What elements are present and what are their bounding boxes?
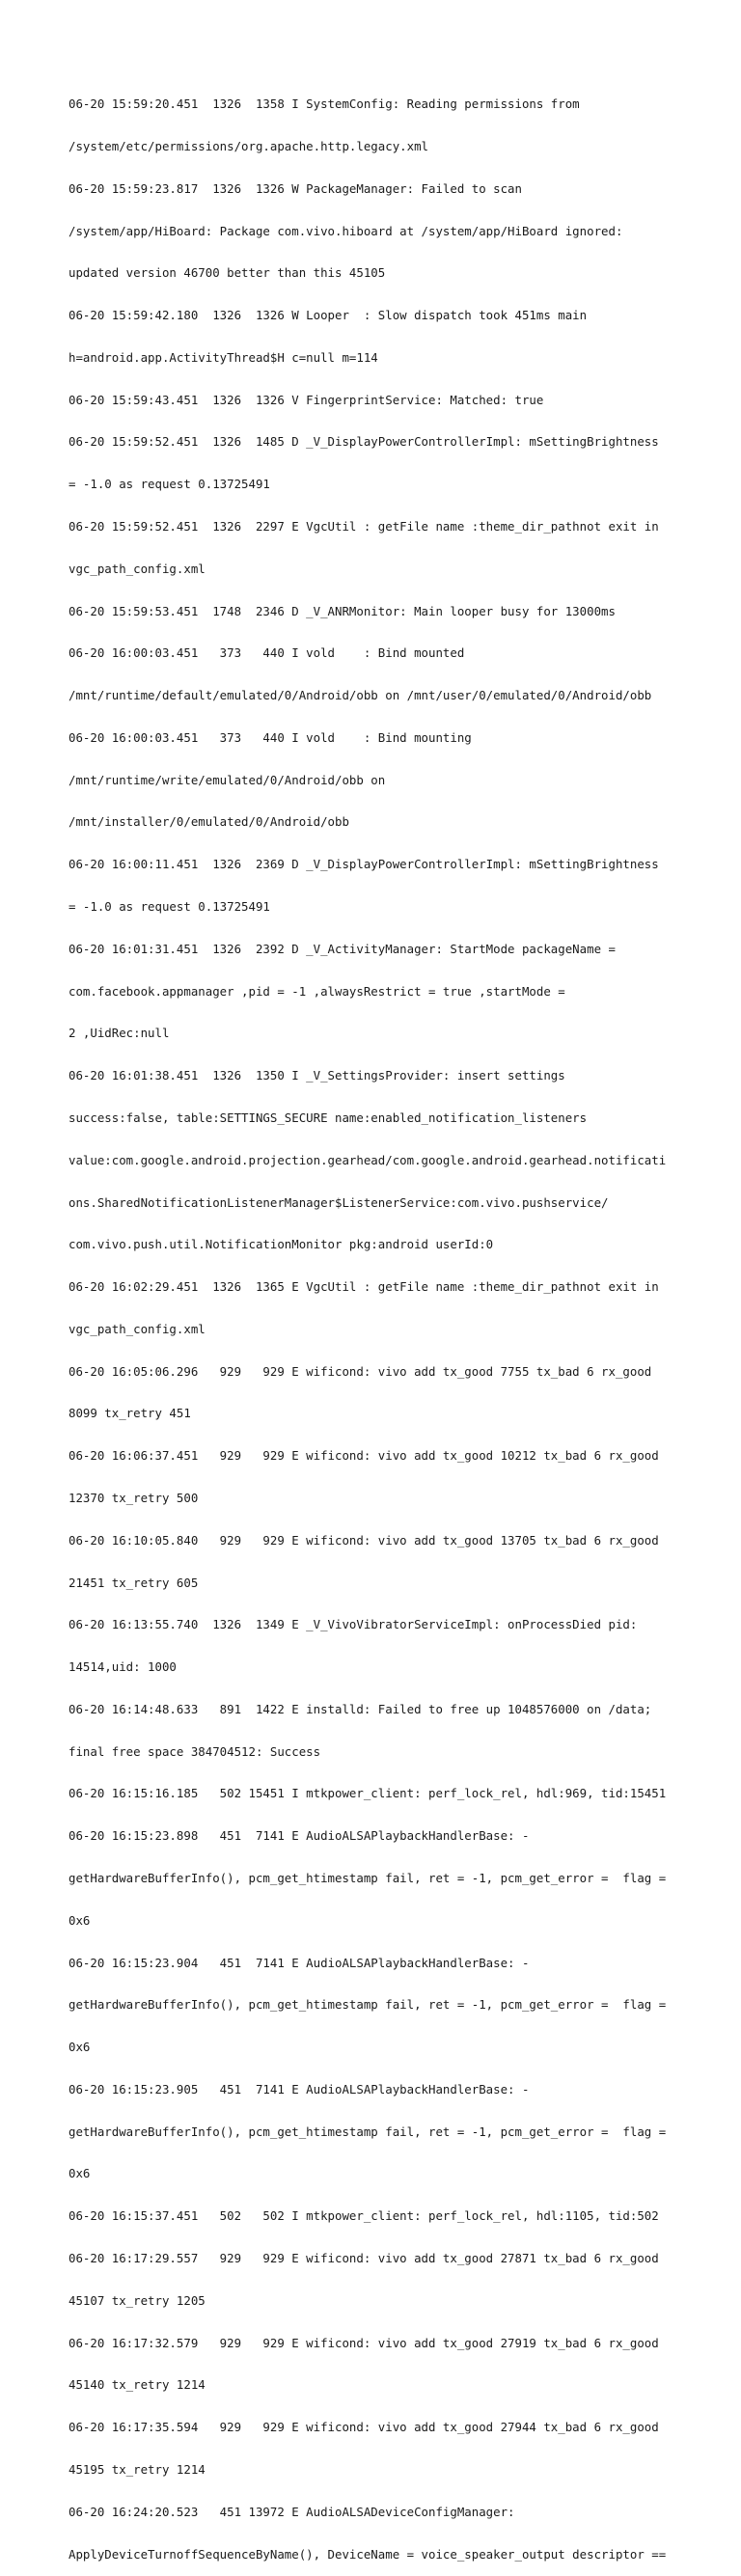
log-line: 06-20 16:13:55.740 1326 1349 E _V_VivoVibratorServiceImpl: onProcessDied pid:	[69, 1617, 638, 1632]
log-line: /mnt/installer/0/emulated/0/Android/obb	[69, 814, 349, 830]
log-line: 06-20 15:59:43.451 1326 1326 V FingerprintService: Matched: true	[69, 392, 544, 407]
log-line: 06-20 16:01:31.451 1326 2392 D _V_ActivityManager: StartMode packageName =	[69, 941, 616, 956]
log-line: 06-20 16:17:29.557 929 929 E wificond: vivo add tx_good 27871 tx_bad 6 rx_good	[69, 2251, 659, 2266]
log-line: 06-20 15:59:23.817 1326 1326 W PackageManager: Failed to scan	[69, 180, 522, 196]
log-line: com.facebook.appmanager ,pid = -1 ,alwaysRestrict = true ,startMode =	[69, 983, 565, 999]
log-line: final free space 384704512: Success	[69, 1743, 321, 1759]
log-line: /mnt/runtime/write/emulated/0/Android/obb on	[69, 772, 386, 787]
log-line: 8099 tx_retry 451	[69, 1406, 191, 1421]
log-line: 06-20 15:59:52.451 1326 1485 D _V_DisplayPowerControllerImpl: mSettingBrightness	[69, 434, 659, 450]
log-line: 06-20 16:02:29.451 1326 1365 E VgcUtil : getFile name :theme_dir_pathnot exit in	[69, 1279, 659, 1295]
log-line: 06-20 15:59:52.451 1326 2297 E VgcUtil : getFile name :theme_dir_pathnot exit in	[69, 519, 659, 534]
log-text-block	[69, 69, 686, 2576]
log-line: = -1.0 as request 0.13725491	[69, 477, 270, 492]
log-line: 06-20 16:14:48.633 891 1422 E installd: Failed to free up 1048576000 on /data;	[69, 1701, 652, 1716]
log-line: 45107 tx_retry 1205	[69, 2292, 206, 2308]
log-line: 0x6	[69, 1912, 91, 1928]
log-line: 21451 tx_retry 605	[69, 1575, 199, 1590]
log-line: 06-20 16:24:20.523 451 13972 E AudioALSADeviceConfigManager:	[69, 2504, 515, 2519]
log-line: 06-20 16:15:37.451 502 502 I mtkpower_client: perf_lock_rel, hdl:1105, tid:502	[69, 2208, 659, 2224]
log-line: vgc_path_config.xml	[69, 561, 206, 576]
log-line: vgc_path_config.xml	[69, 1321, 206, 1336]
log-line: 06-20 16:00:11.451 1326 2369 D _V_DisplayPowerControllerImpl: mSettingBrightness	[69, 857, 659, 872]
log-line: /system/app/HiBoard: Package com.vivo.hiboard at /system/app/HiBoard ignored:	[69, 223, 623, 238]
log-line: 12370 tx_retry 500	[69, 1490, 199, 1505]
log-line: ApplyDeviceTurnoffSequenceByName(), DeviceName = voice_speaker_output descriptor ==	[69, 2546, 667, 2562]
log-line: getHardwareBufferInfo(), pcm_get_htimestamp fail, ret = -1, pcm_get_error = flag =	[69, 1871, 667, 1885]
log-line: value:com.google.android.projection.gearhead/com.google.android.gearhead.notificati	[69, 1152, 667, 1167]
log-line: 14514,uid: 1000	[69, 1659, 177, 1675]
log-line: = -1.0 as request 0.13725491	[69, 899, 270, 915]
log-line: getHardwareBufferInfo(), pcm_get_htimestamp fail, ret = -1, pcm_get_error = flag =	[69, 2124, 667, 2139]
log-line: 2 ,UidRec:null	[69, 1026, 170, 1041]
log-line: ons.SharedNotificationListenerManager$ListenerService:com.vivo.pushservice/	[69, 1194, 609, 1210]
log-line: /system/etc/permissions/org.apache.http.legacy.xml	[69, 138, 428, 153]
log-line: 06-20 16:06:37.451 929 929 E wificond: vivo add tx_good 10212 tx_bad 6 rx_good	[69, 1448, 659, 1464]
log-line: 06-20 16:00:03.451 373 440 I vold : Bind mounting	[69, 729, 472, 745]
log-line: 06-20 16:15:23.905 451 7141 E AudioALSAPlaybackHandlerBase: -	[69, 2081, 530, 2096]
log-line: 06-20 16:10:05.840 929 929 E wificond: vivo add tx_good 13705 tx_bad 6 rx_good	[69, 1532, 659, 1548]
log-line: 45140 tx_retry 1214	[69, 2377, 206, 2393]
log-line: success:false, table:SETTINGS_SECURE name:enabled_notification_listeners	[69, 1110, 588, 1125]
log-line: 06-20 16:00:03.451 373 440 I vold : Bind mounted	[69, 645, 465, 661]
log-line: 06-20 16:15:16.185 502 15451 I mtkpower_client: perf_lock_rel, hdl:969, tid:15451	[69, 1786, 667, 1801]
log-line: 06-20 15:59:53.451 1748 2346 D _V_ANRMonitor: Main looper busy for 13000ms	[69, 603, 616, 618]
log-line: 0x6	[69, 2166, 91, 2181]
log-line: 06-20 15:59:20.451 1326 1358 I SystemConfig: Reading permissions from	[69, 96, 580, 112]
log-line: 06-20 16:05:06.296 929 929 E wificond: vivo add tx_good 7755 tx_bad 6 rx_good	[69, 1363, 652, 1379]
log-line: updated version 46700 better than this 45105	[69, 265, 386, 281]
log-line: 0x6	[69, 2040, 91, 2055]
log-line: getHardwareBufferInfo(), pcm_get_htimestamp fail, ret = -1, pcm_get_error = flag =	[69, 1997, 667, 2013]
log-line: 06-20 15:59:42.180 1326 1326 W Looper : Slow dispatch took 451ms main	[69, 308, 588, 323]
log-line: 06-20 16:17:35.594 929 929 E wificond: vivo add tx_good 27944 tx_bad 6 rx_good	[69, 2420, 659, 2435]
log-line: h=android.app.ActivityThread$H c=null m=114	[69, 349, 378, 365]
log-line: com.vivo.push.util.NotificationMonitor pkg:android userId:0	[69, 1237, 494, 1252]
log-line: /mnt/runtime/default/emulated/0/Android/obb on /mnt/user/0/emulated/0/Android/obb	[69, 688, 652, 703]
log-line: 06-20 16:15:23.898 451 7141 E AudioALSAPlaybackHandlerBase: -	[69, 1828, 530, 1844]
log-line: 06-20 16:17:32.579 929 929 E wificond: vivo add tx_good 27919 tx_bad 6 rx_good	[69, 2335, 659, 2350]
log-line: 06-20 16:01:38.451 1326 1350 I _V_SettingsProvider: insert settings	[69, 1068, 565, 1083]
log-line: 45195 tx_retry 1214	[69, 2461, 206, 2477]
log-line: 06-20 16:15:23.904 451 7141 E AudioALSAPlaybackHandlerBase: -	[69, 1955, 530, 1970]
